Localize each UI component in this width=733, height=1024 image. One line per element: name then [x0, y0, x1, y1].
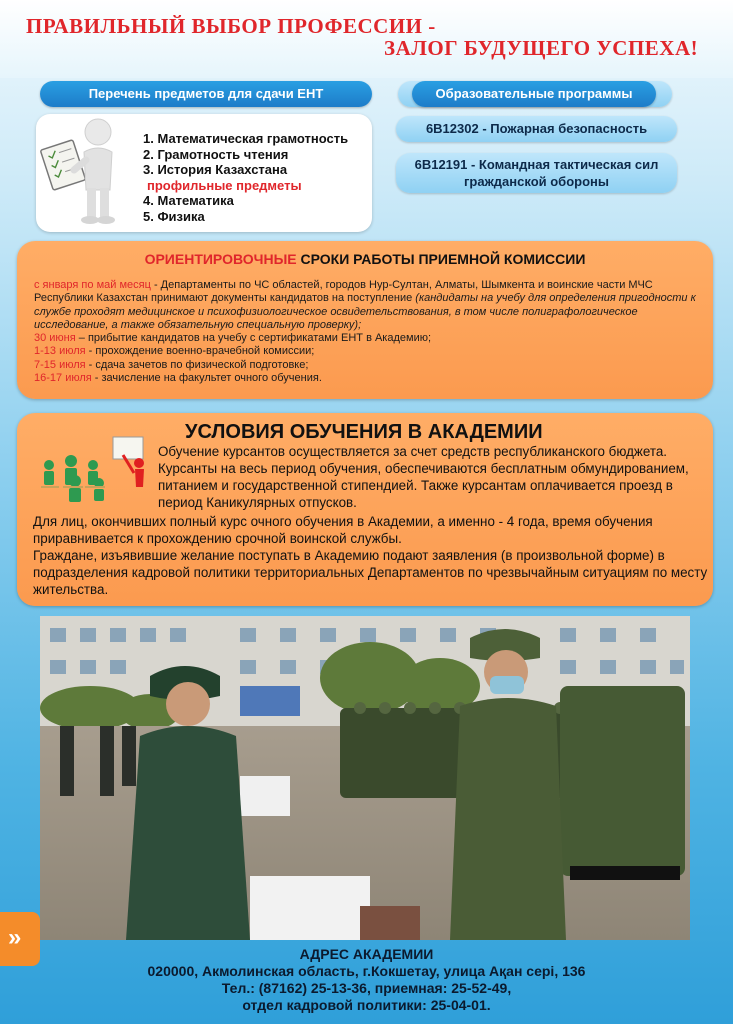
- program-item: [396, 153, 677, 193]
- programs-heading: Образовательные программы: [412, 81, 656, 107]
- program-item: 6В12302 - Пожарная безопасность: [396, 116, 677, 142]
- address-title: АДРЕС АКАДЕМИИ: [299, 946, 434, 962]
- hr-phone-line: отдел кадровой политики: 25-04-01.: [242, 997, 491, 1013]
- conditions-paragraph: Граждане, изъявившие желание поступать в Академию подают заявления (в произвольной форме) в подразделения кадровой политики территориальных Департаментов по чрезвычайным ситуациям по месту жительства.: [33, 548, 708, 597]
- admission-item: [34, 332, 714, 345]
- subject-item: 3. История Казахстана: [143, 162, 288, 177]
- subject-item: 2. Грамотность чтения: [143, 146, 289, 162]
- admission-date: 30 июня: [34, 332, 76, 345]
- admission-title-red: ОРИЕНТИРОВОЧНЫЕ: [144, 251, 297, 267]
- admission-italic-note: (кандидаты на учебу для определения пригодности к службе проходят медицинское и психофизиологическое освидетельствования, в том числе полиграфологическое исследование, а также обязательную специальную проверку);: [34, 292, 696, 331]
- page-title-line1: ПРАВИЛЬНЫЙ ВЫБОР ПРОФЕССИИ -: [26, 14, 436, 38]
- phone-line: Тел.: (87162) 25-13-36, приемная: 25-52-49,: [221, 980, 512, 996]
- admission-body: [34, 279, 714, 385]
- program-item-label: 6В12191 - Командная тактическая сил гражданской обороны: [414, 157, 659, 189]
- admission-title: [17, 251, 713, 267]
- clipboard-figure-icon: [40, 116, 120, 226]
- page-title-line2: ЗАЛОГ БУДУЩЕГО УСПЕХА!: [384, 36, 699, 60]
- admission-date: 1-13 июля: [34, 345, 86, 358]
- double-chevron-right-icon[interactable]: »: [8, 924, 22, 951]
- subject-item: 5. Физика: [143, 208, 205, 224]
- admission-date: с января по май месяц: [34, 279, 151, 291]
- conditions-panel: [17, 413, 713, 606]
- academy-ceremony-photo: [40, 616, 690, 940]
- admission-text: - Департаменты по ЧС областей, городов Нур-Султан, Алматы, Шымкента и воинские части МЧС Республики Казахстан принимают документы кандидатов на поступление: [34, 279, 653, 305]
- admission-panel: [17, 241, 713, 399]
- subject-item: 4. Математика: [143, 193, 234, 208]
- admission-title-rest: СРОКИ РАБОТЫ ПРИЕМНОЙ КОМИССИИ: [296, 251, 586, 267]
- profile-subjects-label: профильные предметы: [147, 177, 302, 193]
- admission-date: 16-17 июля: [34, 372, 92, 385]
- admission-paragraph: [34, 279, 714, 332]
- conditions-paragraph: Для лиц, окончивших полный курс очного обучения в Академии, а именно - 4 года, время обучения приравнивается к прохождению срочной воинской службы.: [33, 514, 653, 546]
- address-line: 020000, Акмолинская область, г.Кокшетау, улица Ақан серi, 136: [147, 963, 586, 979]
- conditions-title: УСЛОВИЯ ОБУЧЕНИЯ В АКАДЕМИИ: [185, 421, 543, 443]
- admission-item-text: - прохождение военно-врачебной комиссии;: [85, 345, 315, 358]
- classroom-icon: [41, 431, 151, 503]
- admission-item-text: - зачисление на факультет очного обучения.: [91, 372, 322, 385]
- admission-date: 7-15 июля: [34, 358, 86, 371]
- subjects-list: [143, 131, 348, 224]
- subject-item: 1. Математическая грамотность: [143, 131, 349, 146]
- admission-item: [34, 345, 714, 358]
- admission-item: [34, 359, 714, 372]
- admission-item-text: - сдача зачетов по физической подготовке;: [85, 358, 309, 371]
- admission-item-text: – прибытие кандидатов на учебу с сертификатами ЕНТ в Академию;: [75, 332, 432, 345]
- admission-item: [34, 372, 714, 385]
- conditions-text-2: [33, 513, 723, 598]
- subjects-heading: Перечень предметов для сдачи ЕНТ: [40, 81, 372, 107]
- conditions-text-1: Обучение курсантов осуществляется за счет средств республиканского бюджета. Курсанты на весь период обучения, обеспечиваются бесплатным обмундированием, питанием и государственной стипендией. Также курсантам оплачивается проезд в период Каникулярных отпусков.: [158, 444, 689, 510]
